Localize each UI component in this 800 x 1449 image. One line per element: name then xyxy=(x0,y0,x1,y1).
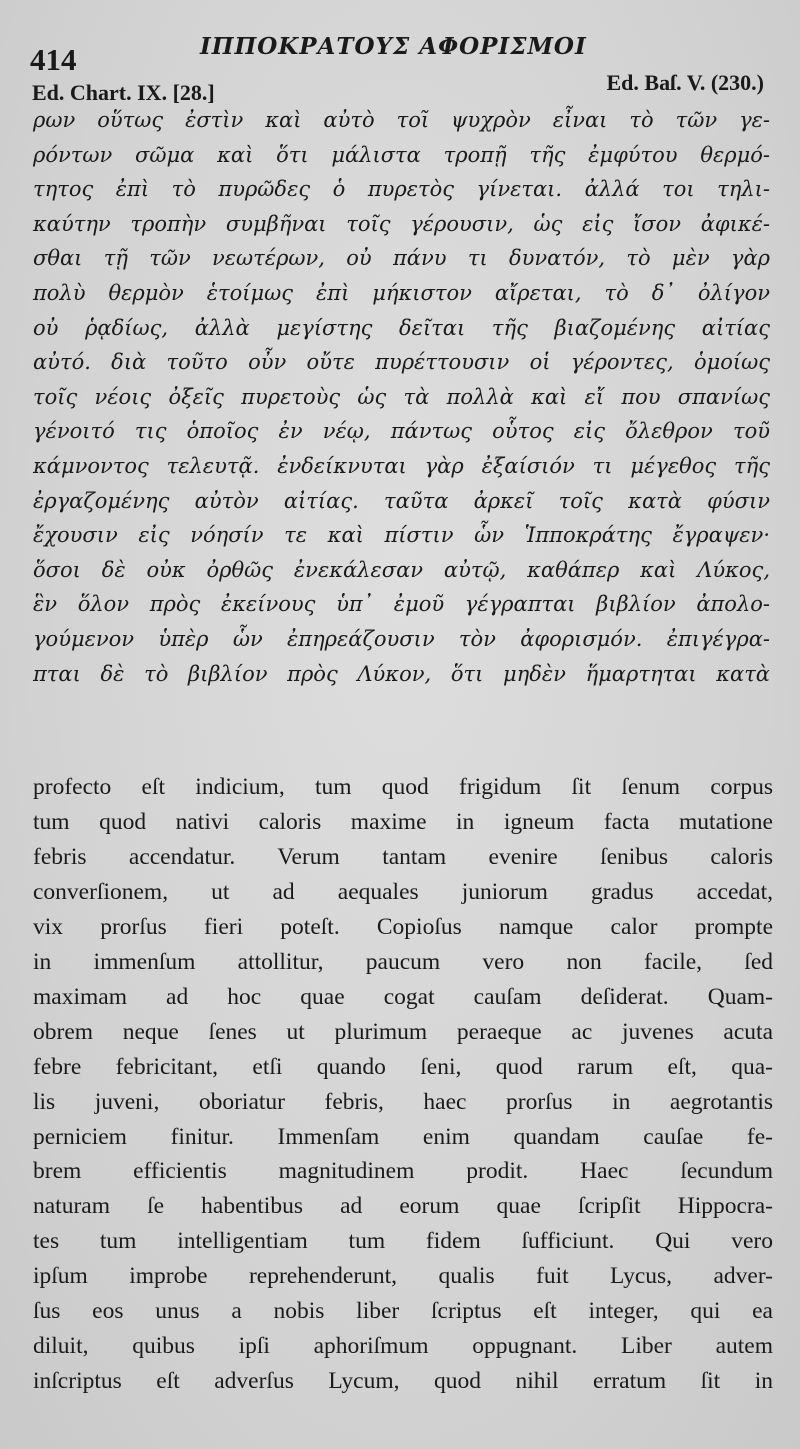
greek-line: ἓν ὅλον πρὸς ἐκείνους ὑπ᾽ ἐμοῦ γέγραπται βιβλίον ἀπολο- xyxy=(33,592,770,617)
latin-line: brem efficientis magnitudinem prodit. Haec ſecundum xyxy=(33,1158,773,1185)
latin-line: diluit, quibus ipſi aphoriſmum oppugnant. Liber autem xyxy=(33,1333,773,1360)
greek-line: πολὺ θερμὸν ἑτοίμως ἐπὶ μήκιστον αἴρεται, τὸ δ᾽ ὀλίγον xyxy=(33,280,770,305)
running-title: ΙΠΠΟΚΡΑΤΟΥΣ ΑΦΟΡΙΣΜΟΙ xyxy=(200,33,587,60)
greek-line: ρων οὕτως ἐστὶν καὶ αὐτὸ τοι̃ ψυχρὸν εἶναι τὸ τῶν γε- xyxy=(33,108,770,132)
greek-text-block xyxy=(33,103,770,691)
latin-line: obrem neque ſenes ut plurimum peraeque ac juvenes acuta xyxy=(33,1018,773,1045)
latin-line: profecto eſt indicium, tum quod frigidum ſit ſenum corpus xyxy=(33,774,773,800)
greek-line: τητος ἐπὶ τὸ πυρῶδες ὁ πυρετὸς γίνεται. ἀλλά τοι τηλι- xyxy=(33,177,770,202)
latin-line: febre febricitant, etſi quando ſeni, quod rarum eſt, qua- xyxy=(33,1053,773,1080)
latin-line: converſionem, ut ad aequales juniorum gradus accedat, xyxy=(33,878,773,905)
greek-line: κάμνοντος τελευτᾷ. ἐνδείκνυται γὰρ ἐξαίσιόν τι μέγεθος τῆς xyxy=(33,453,770,478)
latin-line: tes tum intelligentiam tum fidem ſufficiunt. Qui vero xyxy=(33,1228,773,1255)
latin-line: naturam ſe habentibus ad eorum quae ſcripſit Hippocra- xyxy=(33,1193,773,1220)
greek-line: ἐργαζομένης αὐτὸν αἰτίας. ταῦτα ἀρκεῖ τοῖς κατὰ φύσιν xyxy=(33,488,770,513)
greek-line: πται δὲ τὸ βιβλίον πρὸς Λύκον, ὅτι μηδὲν ἥμαρτηται κατὰ xyxy=(33,661,770,686)
greek-line: ρόντων σῶμα καὶ ὅτι μάλιστα τροπῇ τῆς ἐμφύτου θερμό- xyxy=(33,142,770,167)
latin-line: febris accendatur. Verum tantam evenire ſenibus caloris xyxy=(33,843,773,870)
latin-line: ſus eos unus a nobis liber ſcriptus eſt integer, qui ea xyxy=(33,1298,773,1325)
greek-line: καύτην τροπὴν συμβῆναι τοῖς γέρουσιν, ὡς εἰς ἴσον ἀφικέ- xyxy=(33,211,770,236)
edition-reference-chartier: Ed. Chart. IX. [28.] xyxy=(32,80,215,105)
edition-reference-basel: Ed. Baſ. V. (230.) xyxy=(606,70,764,95)
greek-line: γούμενον ὑπὲρ ὧν ἐπηρεάζουσιν τὸν ἀφορισμόν. ἐπιγέγρα- xyxy=(33,626,770,651)
greek-line: τοῖς νέοις ὀξεῖς πυρετοὺς ὡς τὰ πολλὰ καὶ εἴ που σπανίως xyxy=(33,384,770,409)
latin-line: perniciem finitur. Immenſam enim quandam cauſae fe- xyxy=(33,1123,773,1150)
page-header xyxy=(0,28,800,105)
latin-line: tum quod nativi caloris maxime in igneum facta mutatione xyxy=(33,808,773,835)
latin-line: maximam ad hoc quae cogat cauſam deſiderat. Quam- xyxy=(33,983,773,1010)
latin-line: lis juveni, oboriatur febris, haec prorſus in aegrotantis xyxy=(33,1088,773,1115)
greek-line: γένοιτό τις ὁποῖος ἐν νέῳ, πάντως οὗτος εἰς ὄλεθρον τοῦ xyxy=(33,419,770,444)
greek-line: ὅσοι δὲ οὐκ ὀρθῶς ἐνεκάλεσαν αὐτῷ, καθάπερ καὶ Λύκος, xyxy=(33,557,770,582)
latin-line: in immenſum attollitur, paucum vero non facile, ſed xyxy=(33,948,773,975)
greek-line: ἔχουσιν εἰς νόησίν τε καὶ πίστιν ὧν Ἱπποκράτης ἔγραψεν· xyxy=(33,523,770,548)
latin-line: vix prorſus fieri poteſt. Copioſus namque calor prompte xyxy=(33,913,773,940)
latin-text-block xyxy=(33,770,773,1399)
greek-line: αὐτό. διὰ τοῦτο οὖν οὔτε πυρέττουσιν οἱ γέροντες, ὁμοίως xyxy=(33,350,770,375)
latin-line: ipſum improbe reprehenderunt, qualis fuit Lycus, adver- xyxy=(33,1263,773,1290)
page-number: 414 xyxy=(30,42,77,77)
greek-line: σθαι τῇ τῶν νεωτέρων, οὐ πάνυ τι δυνατόν, τὸ μὲν γὰρ xyxy=(33,246,770,271)
greek-line: οὐ ῥᾳδίως, ἀλλὰ μεγίστης δεῖται τῆς βιαζομένης αἰτίας xyxy=(33,315,770,340)
latin-line: inſcriptus eſt adverſus Lycum, quod nihil erratum ſit in xyxy=(33,1368,773,1395)
